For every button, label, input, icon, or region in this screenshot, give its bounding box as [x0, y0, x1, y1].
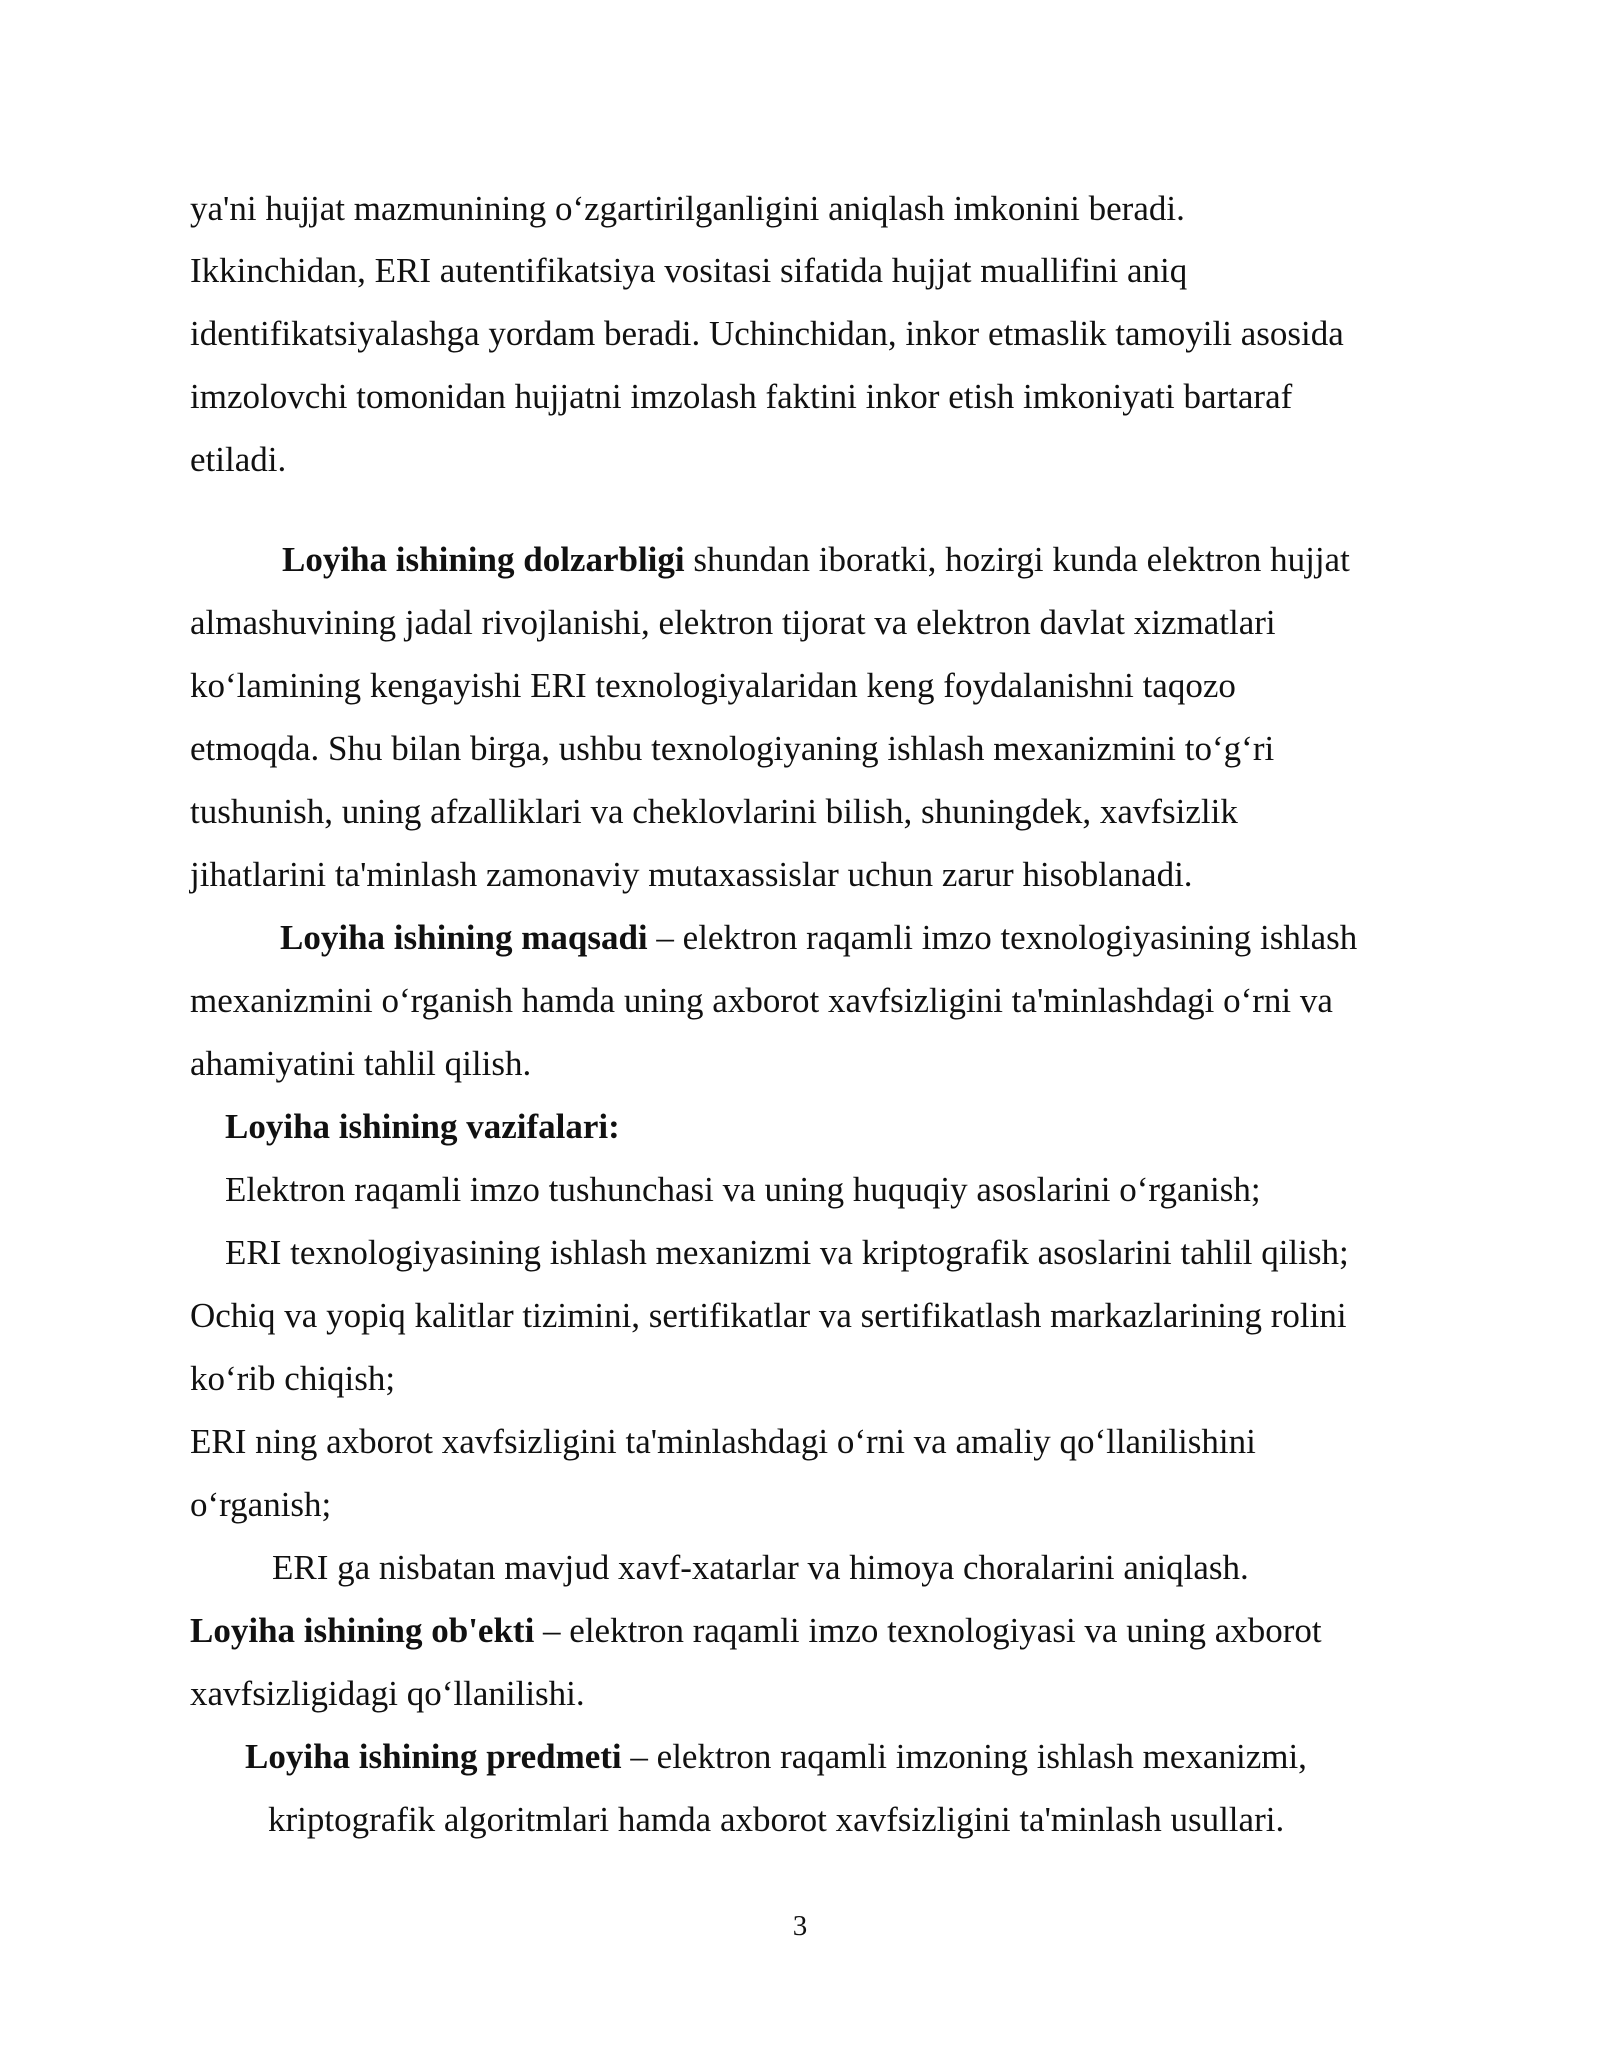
- body-text: – elektron raqamli imzo texnologiyasi va uning axborot: [534, 1611, 1322, 1650]
- body-text-line: identifikatsiyalashga yordam beradi. Uchinchidan, inkor etmaslik tamoyili asosida: [190, 314, 1344, 353]
- paragraph-first-line: [282, 538, 1350, 582]
- body-text-line: etiladi.: [190, 440, 287, 479]
- task-list-item: Ochiq va yopiq kalitlar tizimini, sertifikatlar va sertifikatlash markazlarining rolini: [190, 1296, 1347, 1335]
- task-list-item-continued: o‘rganish;: [190, 1485, 332, 1524]
- body-text-line: kriptografik algoritmlari hamda axborot xavfsizligini ta'minlash usullari.: [268, 1800, 1285, 1839]
- paragraph-first-line: [280, 916, 1357, 960]
- body-text-line: xavfsizligidagi qo‘llanilishi.: [190, 1674, 585, 1713]
- body-text: – elektron raqamli imzoning ishlash mexanizmi,: [621, 1737, 1307, 1776]
- section-heading-maqsadi: Loyiha ishining maqsadi: [280, 918, 648, 957]
- body-text: shundan iboratki, hozirgi kunda elektron hujjat: [684, 540, 1350, 579]
- body-text-line: mexanizmini o‘rganish hamda uning axborot xavfsizligini ta'minlashdagi o‘rni va: [190, 981, 1333, 1020]
- body-text-line: ya'ni hujjat mazmunining o‘zgartirilganligini aniqlash imkonini beradi.: [190, 189, 1185, 228]
- task-list-item: Elektron raqamli imzo tushunchasi va uning huquqiy asoslarini o‘rganish;: [225, 1170, 1261, 1209]
- body-text-line: etmoqda. Shu bilan birga, ushbu texnologiyaning ishlash mexanizmini to‘g‘ri: [190, 729, 1275, 768]
- paragraph-first-line: [245, 1735, 1307, 1779]
- body-text-line: almashuvining jadal rivojlanishi, elektron tijorat va elektron davlat xizmatlari: [190, 603, 1276, 642]
- body-text: – elektron raqamli imzo texnologiyasining ishlash: [647, 918, 1358, 957]
- section-heading-obekti: Loyiha ishining ob'ekti: [190, 1611, 535, 1650]
- body-text-line: ko‘lamining kengayishi ERI texnologiyalaridan keng foydalanishni taqozo: [190, 666, 1236, 705]
- body-text-line: imzolovchi tomonidan hujjatni imzolash faktini inkor etish imkoniyati bartaraf: [190, 377, 1293, 416]
- section-heading-vazifalari: Loyiha ishining vazifalari:: [225, 1107, 620, 1146]
- task-list-item: ERI texnologiyasining ishlash mexanizmi va kriptografik asoslarini tahlil qilish;: [225, 1233, 1349, 1272]
- page-number: 3: [792, 1910, 808, 1942]
- section-heading-predmeti: Loyiha ishining predmeti: [245, 1737, 622, 1776]
- task-list-item-continued: ko‘rib chiqish;: [190, 1359, 396, 1398]
- body-text-line: jihatlarini ta'minlash zamonaviy mutaxassislar uchun zarur hisoblanadi.: [190, 855, 1193, 894]
- body-text-line: ahamiyatini tahlil qilish.: [190, 1044, 532, 1083]
- task-list-item: ERI ga nisbatan mavjud xavf-xatarlar va himoya choralarini aniqlash.: [272, 1548, 1249, 1587]
- body-text-line: tushunish, uning afzalliklari va cheklovlarini bilish, shuningdek, xavfsizlik: [190, 792, 1238, 831]
- paragraph-first-line: [190, 1609, 1322, 1653]
- task-list-item: ERI ning axborot xavfsizligini ta'minlashdagi o‘rni va amaliy qo‘llanilishini: [190, 1422, 1256, 1461]
- body-text-line: Ikkinchidan, ERI autentifikatsiya vositasi sifatida hujjat muallifini aniq: [190, 251, 1188, 290]
- section-heading-dolzarbligi: Loyiha ishining dolzarbligi: [282, 540, 685, 579]
